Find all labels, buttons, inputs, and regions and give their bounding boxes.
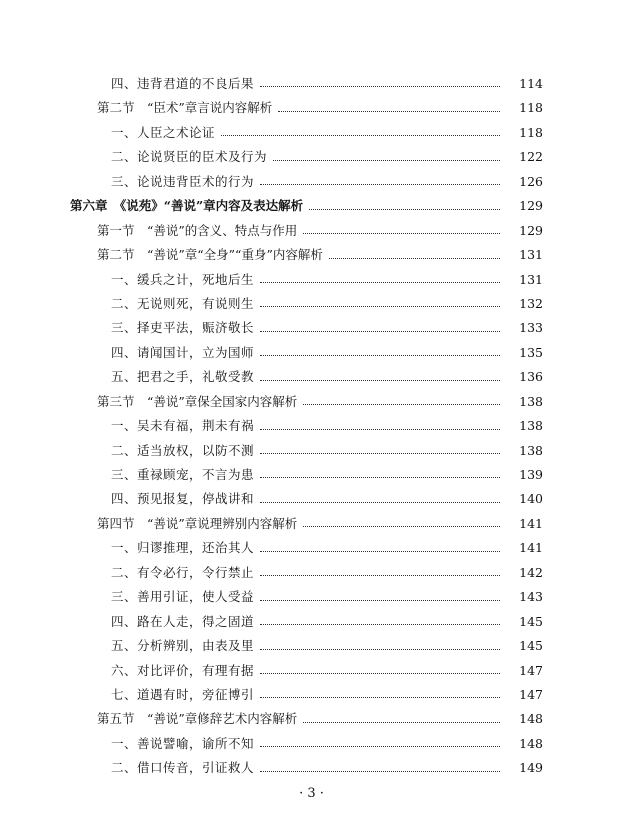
leader-dots [260,600,528,625]
toc-entry-title: 第一节 “善说”的含义、特点与作用 [97,219,301,243]
toc-entry-title: 第四节 “善说”章说理辨别内容解析 [97,512,301,536]
toc-entry-title: 一、人臣之术论证 [111,121,219,145]
toc-entry-title: 一、归谬推理，还治其人 [111,536,258,560]
leader-dots [260,575,528,600]
leader-dots [273,135,528,160]
toc-entry-title: 四、预见报复，停战讲和 [111,487,258,511]
leader-dots [303,209,528,234]
toc-entry-title: 四、路在人走，得之固道 [111,610,258,634]
toc-entry-title: 第三节 “善说”章保全国家内容解析 [97,390,301,414]
toc-entry-title: 六、对比评价，有理有据 [111,659,258,683]
leader-dots [260,746,528,771]
toc-entry-page: 132 [500,292,543,316]
toc-entry-title: 三、论说违背臣术的行为 [111,170,258,194]
toc-entry-page: 139 [500,463,543,487]
toc-entry-page: 136 [500,365,543,389]
leader-dots [260,429,528,454]
toc-entry-page: 129 [500,194,543,218]
toc-entry-title: 二、无说则死，有说则生 [111,292,258,316]
toc-entry-page: 129 [500,219,543,243]
page-number: · 3 · [299,786,324,801]
toc-entry-page: 148 [500,707,543,731]
toc-entry-page: 138 [500,439,543,463]
leader-dots [303,502,528,527]
leader-dots [221,111,528,136]
toc-entry-title: 五、分析辨别，由表及里 [111,634,258,658]
toc-entry-page: 138 [500,390,543,414]
leader-dots [303,380,528,405]
leader-dots [260,355,528,380]
toc-entry-title: 四、请闻国计，立为国师 [111,341,258,365]
leader-dots [260,453,528,478]
leader-dots [260,62,528,87]
toc-entry-page: 147 [500,659,543,683]
leader-dots [260,160,528,185]
leader-dots [303,697,528,722]
toc-entry-page: 122 [500,145,543,169]
leader-dots [309,184,528,209]
toc-entry-title: 第二节 “臣术”章言说内容解析 [97,96,276,120]
toc-entry-page: 143 [500,585,543,609]
toc-entry-page: 118 [500,121,543,145]
toc-entry-page: 118 [500,96,543,120]
toc-entry-page: 141 [500,536,543,560]
leader-dots [260,404,528,429]
toc-entry-title: 七、道遇有时，旁征博引 [111,683,258,707]
toc-entry-title: 第二节 “善说”章“全身”“重身”内容解析 [97,243,327,267]
leader-dots [260,673,528,698]
toc-entry-page: 141 [500,512,543,536]
toc-entry-page: 147 [500,683,543,707]
table-of-contents [0,72,623,781]
toc-entry-page: 140 [500,487,543,511]
toc-entry-title: 五、把君之手，礼敬受教 [111,365,258,389]
leader-dots [260,306,528,331]
toc-entry-page: 114 [500,72,543,96]
toc-entry-page: 131 [500,268,543,292]
toc-entry-title: 四、违背君道的不良后果 [111,72,258,96]
toc-entry-title: 三、择吏平法，赈济敬长 [111,316,258,340]
toc-entry-page: 149 [500,756,543,780]
leader-dots [260,282,528,307]
leader-dots [260,624,528,649]
toc-entry-item [0,756,623,780]
leader-dots [260,722,528,747]
toc-entry-title: 第五节 “善说”章修辞艺术内容解析 [97,707,301,731]
leader-dots [260,551,528,576]
toc-entry-page: 138 [500,414,543,438]
leader-dots [329,233,528,258]
toc-entry-section [0,219,623,243]
toc-entry-page: 131 [500,243,543,267]
toc-entry-page: 133 [500,316,543,340]
toc-entry-title: 一、吴未有福，荆未有祸 [111,414,258,438]
toc-entry-title: 二、论说贤臣的臣术及行为 [111,145,271,169]
toc-entry-page: 145 [500,610,543,634]
leader-dots [260,477,528,502]
toc-entry-title: 三、重禄顾宠，不言为患 [111,463,258,487]
leader-dots [278,86,528,111]
leader-dots [260,649,528,674]
leader-dots [260,526,528,551]
toc-entry-title: 三、善用引证，使人受益 [111,585,258,609]
toc-entry-page: 145 [500,634,543,658]
toc-entry-title: 一、缓兵之计，死地后生 [111,268,258,292]
toc-entry-title: 二、借口传音，引证救人 [111,756,258,780]
toc-entry-title: 第六章 《说苑》“善说”章内容及表达解析 [70,194,307,218]
toc-entry-page: 135 [500,341,543,365]
toc-entry-title: 二、适当放权，以防不测 [111,439,258,463]
toc-entry-title: 一、善说譬喻，谕所不知 [111,732,258,756]
leader-dots [260,258,528,283]
toc-entry-page: 126 [500,170,543,194]
toc-entry-title: 二、有令必行，令行禁止 [111,561,258,585]
toc-entry-page: 148 [500,732,543,756]
leader-dots [260,331,528,356]
toc-entry-page: 142 [500,561,543,585]
